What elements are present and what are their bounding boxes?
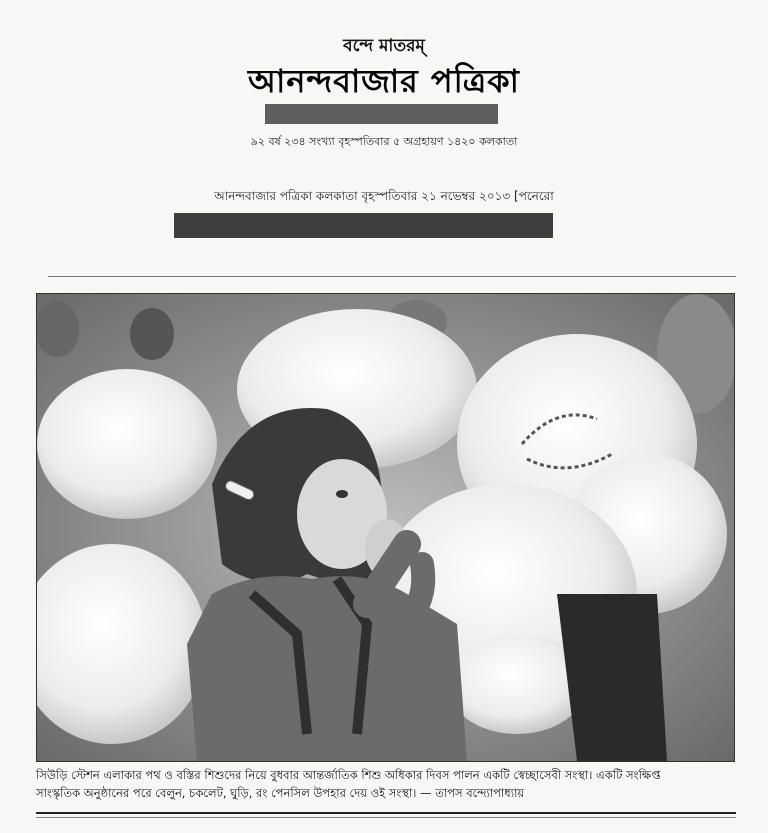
news-photo: [36, 293, 735, 762]
caption-line-1: সিউড়ি স্টেশন এলাকার পথ ও বস্তির শিশুদের নিয়ে বুধবার আন্তর্জাতিক শিশু অধিকার দিবস পালন একটি স্বেচ্ছাসেবী সংস্থা। একটি সংক্ষিপ্ত: [36, 768, 661, 782]
bottom-rule: [36, 812, 736, 814]
issue-line: ৯২ বর্ষ ২৩৪ সংখ্যা বৃহস্পতিবার ৫ অগ্রহায়ণ ১৪২০ কলকাতা: [250, 135, 518, 148]
photo-caption: [36, 766, 736, 802]
top-rule: [48, 276, 736, 277]
redaction-bar: [265, 104, 498, 124]
bottom-rule-thin: [36, 817, 736, 818]
caption-line-2: সাংস্কৃতিক অনুষ্ঠানের পরে বেলুন, চকলেট, ঘুড়ি, রং পেনসিল উপহার দেয় ওই সংস্থা। — তাপস বন্দ্যোপাধ্যায়: [36, 786, 525, 800]
photo-illustration: [37, 294, 734, 761]
dateline: আনন্দবাজার পত্রিকা কলকাতা বৃহস্পতিবার ২১ নভেম্বর ২০১৩ [পনেরো: [214, 189, 554, 203]
masthead-motto: বন্দে মাতরম্: [343, 36, 425, 56]
redaction-bar-dark: [174, 213, 553, 238]
masthead-title: আনন্দবাজার পত্রিকা: [248, 62, 520, 100]
